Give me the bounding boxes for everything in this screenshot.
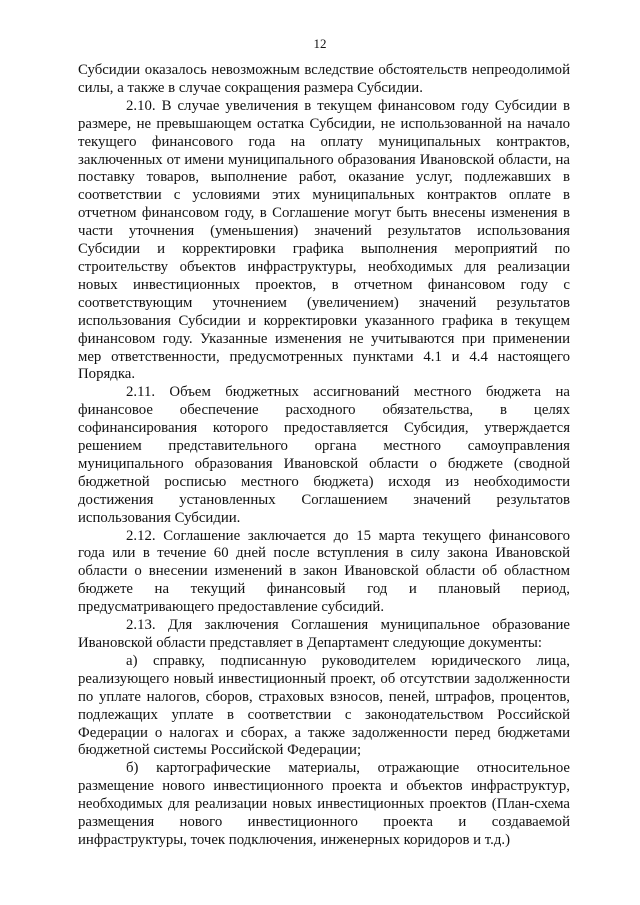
document-body — [78, 62, 570, 850]
paragraph-2-11: 2.11. Объем бюджетных ассигнований местного бюджета на финансовое обеспечение расходного обязательства, в целях софинансирования которого предоставляется Субсидия, утверждается решением представительного органа местного самоуправления муниципального образования Ивановской области о бюджете (сводной бюджетной росписью местного бюджета) исходя из необходимости достижения установленных Соглашением значений результатов использования Субсидии. — [78, 384, 570, 526]
paragraph-2-13: 2.13. Для заключения Соглашения муниципальное образование Ивановской области представляет в Департамент следующие документы: — [78, 617, 570, 651]
paragraph-item-b: б) картографические материалы, отражающие относительное размещение нового инвестиционного проекта и объектов инфраструктур, необходимых для реализации новых инвестиционных проектов (План-схема размещения нового инвестиционного проекта и создаваемой инфраструктуры, точек подключения, инженерных коридоров и т.д.) — [78, 760, 570, 848]
paragraph-item-a: а) справку, подписанную руководителем юридического лица, реализующего новый инвестиционный проект, об отсутствии задолженности по уплате налогов, сборов, страховых взносов, пеней, штрафов, процентов, подлежащих уплате в соответствии с законодательством Российской Федерации о налогах и сборах, а также задолженности перед бюджетами бюджетной системы Российской Федерации; — [78, 652, 570, 759]
paragraph-2-10: 2.10. В случае увеличения в текущем финансовом году Субсидии в размере, не превышающем остатка Субсидии, не использованной на начало текущего финансового года на оплату муниципальных контрактов, заключенных от имени муниципального образования Ивановской области, на поставку товаров, выполнение работ, оказание услуг, подлежавших в соответствии с условиями этих муниципальных контрактов оплате в отчетном финансовом году, в Соглашение могут быть внесены изменения в части уточнения (уменьшения) значений результатов использования Субсидии и корректировки графика выполнения мероприятий по строительству объектов инфраструктуры, необходимых для реализации новых инвестиционных проектов, в отчетном финансовом году с соответствующим уточнением (увеличением) значений результатов использования Субсидии и корректировки указанного графика в текущем финансовом году. Указанные изменения не учитываются при применении мер ответственности, предусмотренных пунктами 4.1 и 4.4 настоящего Порядка. — [78, 97, 570, 383]
page-number: 12 — [313, 36, 327, 51]
paragraph-continuation: Субсидии оказалось невозможным вследствие обстоятельств непреодолимой силы, а также в случае сокращения размера Субсидии. — [78, 62, 570, 96]
paragraph-2-12: 2.12. Соглашение заключается до 15 марта текущего финансового года или в течение 60 дней после вступления в силу закона Ивановской области о внесении изменений в закон Ивановской области об областном бюджете на текущий финансовый год и плановый период, предусматривающего предоставление субсидий. — [78, 527, 570, 616]
